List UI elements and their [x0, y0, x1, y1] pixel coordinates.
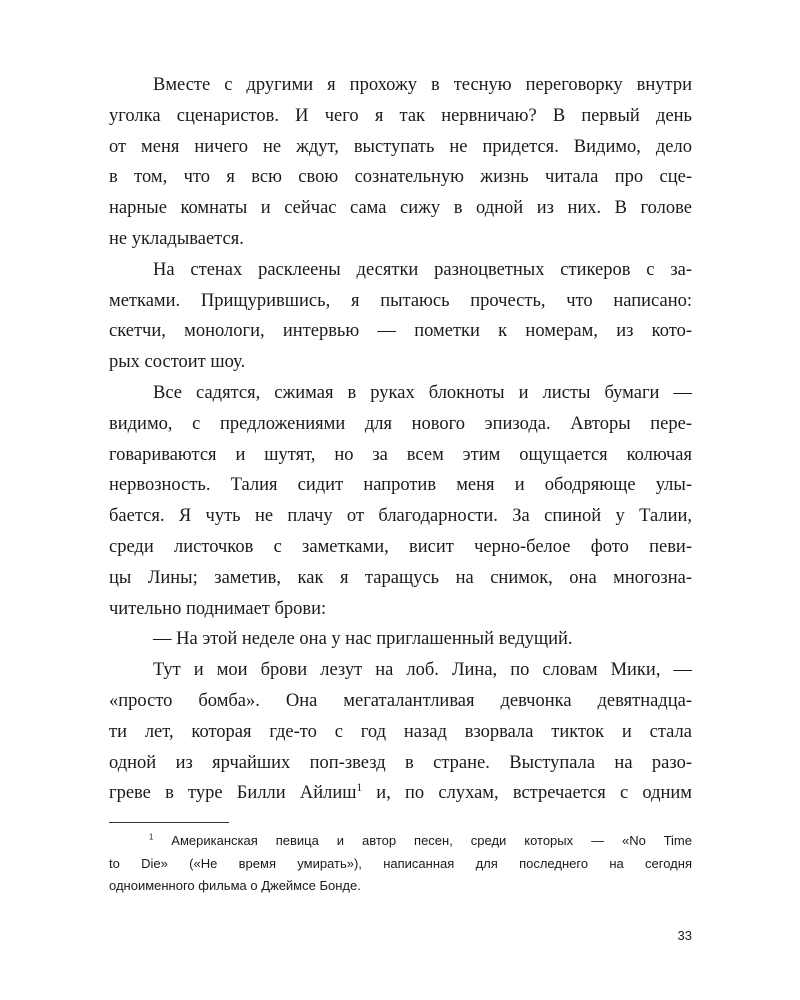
text-line: в том, что я всю свою сознательную жизнь читала про сце-: [109, 167, 692, 188]
text-line: цы Лины; заметив, как я таращусь на снимок, она многозна-: [109, 567, 692, 588]
footnote-text: Американская певица и автор песен, среди которых — «No Time: [171, 833, 692, 848]
text-line: скетчи, монологи, интервью — пометки к номерам, из кото-: [109, 321, 692, 342]
text-line: чительно поднимает брови:: [109, 598, 327, 619]
footnote-line: одноименного фильма о Джеймсе Бонде.: [109, 878, 361, 893]
text-line: «просто бомба». Она мегаталантливая девчонка девятнадца-: [109, 690, 692, 711]
text-line: уголка сценаристов. И чего я так нервничаю? В первый день: [109, 105, 692, 126]
text-line: видимо, с предложениями для нового эпизода. Авторы пере-: [109, 413, 692, 434]
dialogue-line: — На этой неделе она у нас приглашенный ведущий.: [153, 629, 573, 650]
footnote-reference: 1: [356, 782, 363, 795]
text-line: бается. Я чуть не плачу от благодарности. За спиной у Талии,: [109, 506, 692, 527]
text-line: Все садятся, сжимая в руках блокноты и листы бумаги —: [153, 382, 692, 403]
text-line: нарные комнаты и сейчас сама сижу в одной из них. В голове: [109, 198, 692, 219]
text-line: рых состоит шоу.: [109, 352, 246, 373]
text-line: На стенах расклеены десятки разноцветных стикеров с за-: [153, 259, 692, 280]
footnote-line: to Die» («Не время умирать»), написанная для последнего на сегодня: [109, 855, 692, 871]
body-text: [109, 70, 692, 809]
text-line: среди листочков с заметками, висит черно-белое фото певи-: [109, 536, 692, 557]
text-line: ти лет, которая где-то с год назад взорвала тикток и стала: [109, 721, 692, 742]
text-line: говариваются и шутят, но за всем этим ощущается колючая: [109, 444, 692, 465]
text-line: Вместе с другими я прохожу в тесную переговорку внутри: [153, 75, 692, 95]
text-line: одной из ярчайших поп-звезд в стране. Выступала на разо-: [109, 752, 692, 773]
text-line-with-footnote: [109, 778, 692, 809]
text-line: от меня ничего не ждут, выступать не придется. Видимо, дело: [109, 136, 692, 157]
text-line: нервозность. Талия сидит напротив меня и ободряюще улы-: [109, 475, 692, 496]
footnotes: [109, 830, 692, 898]
text-line: метками. Прищурившись, я пытаюсь прочесть, что написано:: [109, 290, 692, 311]
footnote-divider: [109, 822, 229, 823]
page-number: 33: [677, 928, 692, 943]
text-segment: греве в туре Билли Айлиш: [109, 783, 357, 804]
text-line: Тут и мои брови лезут на лоб. Лина, по словам Мики, —: [153, 660, 692, 681]
footnote-marker: 1: [149, 832, 154, 842]
text-line: не укладывается.: [109, 228, 244, 249]
footnote-line: [109, 830, 692, 853]
text-segment: и, по слухам, встречается с одним: [376, 783, 693, 804]
